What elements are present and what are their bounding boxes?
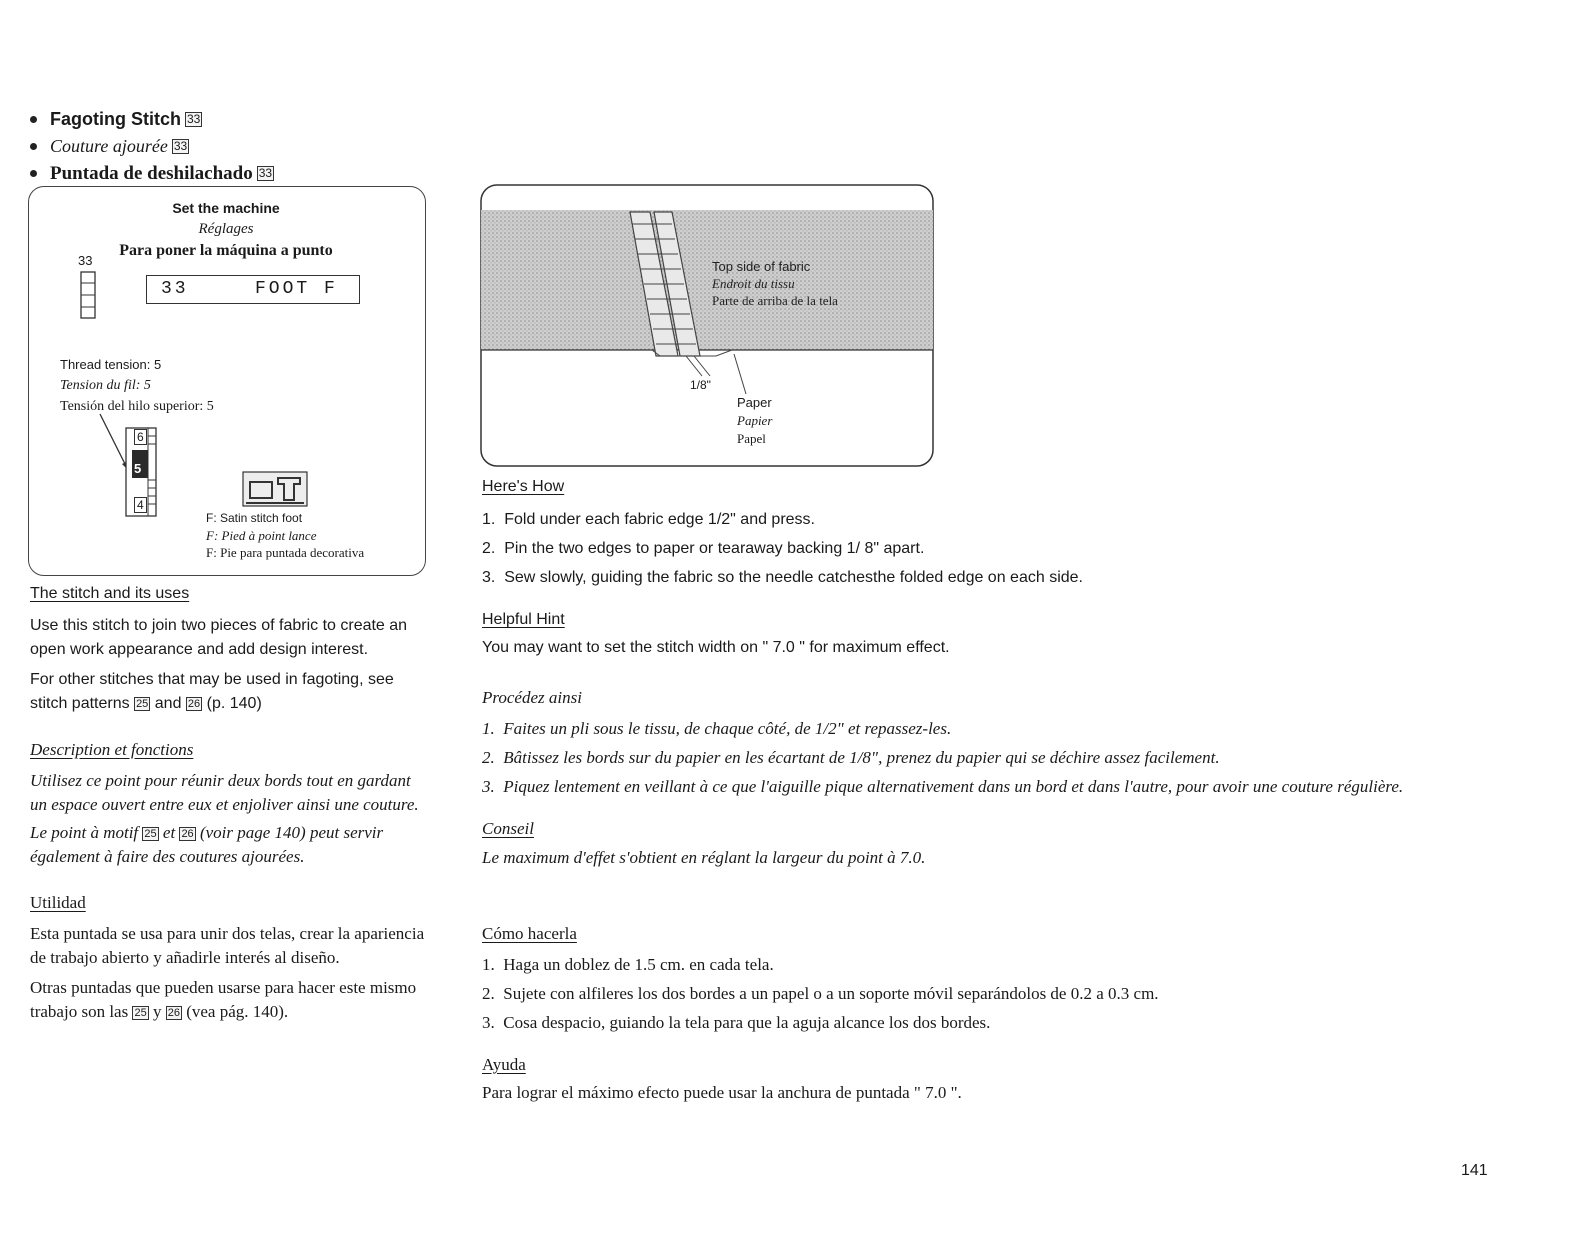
procedez-list — [482, 714, 1482, 799]
bullet-icon — [30, 116, 37, 123]
foot-fr: F: Pied à point lance — [206, 528, 317, 543]
howto-step-text: Pin the two edges to paper or tearaway backing 1/ 8" apart. — [504, 540, 925, 557]
fabric-label-es: Parte de arriba de la tela — [712, 293, 838, 308]
tension-block — [60, 354, 214, 417]
machine-heading-en: Set the machine — [172, 200, 280, 216]
foot-en: F: Satin stitch foot — [206, 511, 303, 525]
paper-label — [737, 394, 772, 448]
bullet-icon — [30, 170, 37, 177]
uses-p2-end: (p. 140) — [206, 695, 262, 712]
util-p2-text: Otras puntadas que pueden usarse para hacer este mismo trabajo son las — [30, 978, 417, 1021]
procedez-section — [482, 686, 1482, 870]
como-step: 3. Cosa despacio, guiando la tela para que la aguja alcance los dos bordes. — [482, 1013, 991, 1032]
procedez-step-text: Piquez lentement en veillant à ce que l'aiguille pique alternativement dans un bord et dans l'autre, pour avoir une couture régulière. — [503, 777, 1404, 796]
utilidad-paragraph-2 — [30, 976, 430, 1024]
util-p2-end: (vea pág. 140). — [186, 1002, 289, 1021]
description-heading: Description et fonctions — [30, 740, 194, 759]
utilidad-heading: Utilidad — [30, 893, 86, 912]
pattern-number: 33 — [78, 253, 93, 268]
page-number: 141 — [1461, 1162, 1488, 1179]
dial-lower-value: 4 — [134, 497, 147, 513]
stitch-badge-25: 25 — [134, 1007, 147, 1019]
howto-step: 1. Fold under each fabric edge 1/2" and press. — [482, 511, 815, 528]
desc-p2-text: Le point à motif — [30, 823, 139, 842]
howto-step: 3. Sew slowly, guiding the fabric so the needle catchesthe folded edge on each side. — [482, 569, 1083, 586]
lcd-display — [146, 275, 360, 304]
paper-label-es: Papel — [737, 431, 766, 446]
util-p2-y: y — [152, 1002, 162, 1021]
title-en-row — [30, 106, 274, 133]
lcd-pattern: 33 — [161, 279, 189, 299]
ayuda-text: Para lograr el máximo efecto puede usar la anchura de puntada " 7.0 ". — [482, 1083, 962, 1102]
desc-p2-et: et — [162, 823, 176, 842]
stitch-badge: 33 — [186, 112, 201, 126]
fabric-label-en: Top side of fabric — [712, 259, 811, 274]
ayuda-heading: Ayuda — [482, 1055, 526, 1074]
como-step-text: Haga un doblez de 1.5 cm. en cada tela. — [503, 955, 774, 974]
fabric-label-fr: Endroit du tissu — [712, 276, 795, 291]
stitch-badge-25: 25 — [144, 828, 157, 840]
title-fr: Couture ajourée — [50, 136, 168, 156]
utilidad-paragraph-1: Esta puntada se usa para unir dos telas, crear la apariencia de trabajo abierto y añadirle interés al diseño. — [30, 924, 425, 967]
dial-selected-value: 5 — [134, 461, 142, 476]
procedez-step: 3. Piquez lentement en veillant à ce que l'aiguille pique alternativement dans un bord et dans l'autre, pour avoir une couture régulière. — [482, 777, 1404, 796]
conseil-text: Le maximum d'effet s'obtient en réglant la largeur du point à 7.0. — [482, 848, 926, 867]
como-step: 2. Sujete con alfileres los dos bordes a un papel o a un soporte móvil separándolos de 0.2 a 0.3 cm. — [482, 984, 1159, 1003]
como-section — [482, 922, 1482, 1105]
presser-foot-icon — [242, 470, 310, 508]
hint-text: You may want to set the stitch width on " 7.0 " for maximum effect. — [482, 639, 950, 656]
uses-paragraph-1: Use this stitch to join two pieces of fabric to create an open work appearance and add design interest. — [30, 617, 408, 658]
paper-label-fr: Papier — [737, 413, 773, 428]
description-paragraph-2 — [30, 821, 430, 869]
foot-block — [206, 510, 364, 561]
title-es-row — [30, 160, 274, 187]
tension-en: Thread tension: 5 — [60, 357, 162, 372]
howto-step-text: Sew slowly, guiding the fabric so the needle catchesthe folded edge on each side. — [504, 569, 1083, 586]
lcd-foot: FOOT F — [255, 279, 338, 299]
procedez-heading: Procédez ainsi — [482, 688, 582, 707]
procedez-step: 2. Bâtissez les bords sur du papier en les écartant de 1/8", prenez du papier qui se déchire assez facilement. — [482, 748, 1220, 767]
gap-measurement: 1/8" — [690, 378, 711, 392]
como-step-text: Sujete con alfileres los dos bordes a un papel o a un soporte móvil separándolos de 0.2 a 0.3 cm. — [503, 984, 1159, 1003]
title-es: Puntada de deshilachado — [50, 162, 253, 184]
procedez-step: 1. Faites un pli sous le tissu, de chaque côté, de 1/2" et repassez-les. — [482, 719, 952, 738]
uses-heading: The stitch and its uses — [30, 585, 190, 602]
howto-list — [482, 505, 1482, 592]
como-step-text: Cosa despacio, guiando la tela para que la aguja alcance los dos bordes. — [503, 1013, 991, 1032]
stitch-badge-26: 26 — [167, 1007, 180, 1019]
stitch-badge-26: 26 — [187, 698, 201, 710]
paper-label-en: Paper — [737, 395, 772, 410]
howto-heading: Here's How — [482, 478, 565, 495]
machine-heading-fr: Réglages — [198, 221, 254, 237]
como-list — [482, 950, 1482, 1037]
stitch-badge: 33 — [173, 139, 188, 153]
uses-p2-and: and — [154, 695, 182, 712]
uses-paragraph-2 — [30, 668, 430, 716]
desc-p2-end: (voir page 140) peut servir également à faire des coutures ajourées. — [30, 823, 384, 866]
hint-heading: Helpful Hint — [482, 611, 565, 628]
stitch-badge-25: 25 — [136, 698, 149, 710]
title-en: Fagoting Stitch — [50, 109, 181, 129]
left-column — [30, 582, 430, 1024]
title-block — [30, 106, 274, 187]
dial-upper-value: 6 — [134, 429, 147, 445]
howto-section — [482, 475, 1482, 660]
foot-es: F: Pie para puntada decorativa — [206, 545, 365, 560]
tension-es: Tensión del hilo superior: 5 — [60, 399, 214, 414]
conseil-heading: Conseil — [482, 819, 534, 838]
tension-fr: Tension du fil: 5 — [60, 378, 151, 393]
como-heading: Cómo hacerla — [482, 924, 577, 943]
procedez-step-text: Faites un pli sous le tissu, de chaque côté, de 1/2" et repassez-les. — [503, 719, 952, 738]
procedez-step-text: Bâtissez les bords sur du papier en les écartant de 1/8", prenez du papier qui se déchire assez facilement. — [503, 748, 1220, 767]
como-step: 1. Haga un doblez de 1.5 cm. en cada tela. — [482, 955, 774, 974]
stitch-badge-26: 26 — [181, 828, 194, 840]
diagram-fabric-label — [712, 258, 838, 309]
machine-heading-es: Para poner la máquina a punto — [119, 242, 333, 259]
stitch-badge: 33 — [258, 166, 273, 180]
bullet-icon — [30, 143, 37, 150]
howto-step-text: Fold under each fabric edge 1/2" and press. — [504, 511, 815, 528]
description-paragraph-1: Utilisez ce point pour réunir deux bords tout en gardant un espace ouvert entre eux et enjoliver ainsi une couture. — [30, 771, 419, 814]
uses-p2-text: For other stitches that may be used in fagoting, see stitch patterns — [30, 671, 394, 712]
fabric-diagram — [480, 184, 936, 468]
howto-step: 2. Pin the two edges to paper or tearaway backing 1/ 8" apart. — [482, 540, 925, 557]
pattern-selector-icon — [80, 271, 96, 319]
title-fr-row — [30, 133, 274, 160]
machine-heading — [28, 198, 424, 261]
